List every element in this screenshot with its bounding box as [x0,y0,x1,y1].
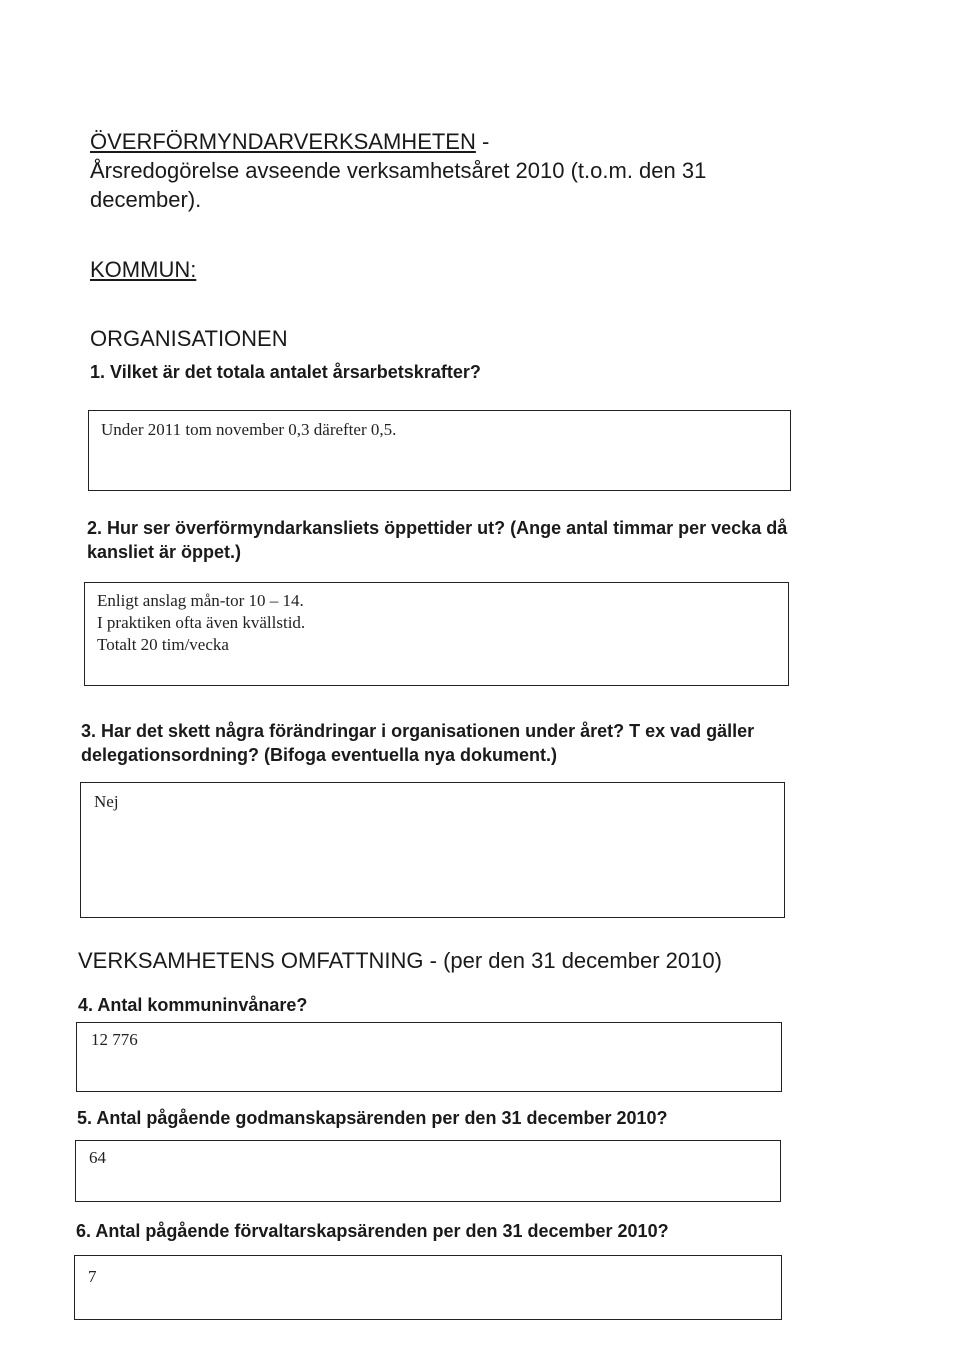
answer-2-line-2: I praktiken ofta även kvällstid. [97,613,306,632]
title-dash: - [475,129,490,154]
answer-2-line-3: Totalt 20 tim/vecka [97,635,229,654]
document-subtitle: Årsredogörelse avseende verksamhetsåret 2010 (t.o.m. den 31 december). [90,158,707,212]
document-title [90,127,790,156]
answer-box-6 [74,1255,782,1320]
question-4: 4. Antal kommuninvånare? [78,995,308,1015]
question-6: 6. Antal pågående förvaltarskapsärenden per den 31 december 2010? [76,1221,669,1241]
answer-1: Under 2011 tom november 0,3 därefter 0,5. [101,420,397,439]
answer-box-4 [76,1022,782,1092]
answer-4: 12 776 [91,1030,138,1049]
kommun-label: KOMMUN: [90,257,197,282]
question-1: 1. Vilket är det totala antalet årsarbetskrafter? [90,362,481,382]
question-2: 2. Hur ser överförmyndarkansliets öppettider ut? (Ange antal timmar per vecka då kansliet är öppet.) [87,518,788,562]
title-main: ÖVERFÖRMYNDARVERKSAMHETEN [90,129,476,154]
answer-3: Nej [94,792,119,811]
section-heading-omfattning: VERKSAMHETENS OMFATTNING - (per den 31 december 2010) [78,948,722,973]
answer-box-5 [75,1140,781,1202]
answer-2-line-1: Enligt anslag mån-tor 10 – 14. [97,591,304,610]
answer-box-2 [84,582,789,686]
question-5: 5. Antal pågående godmanskapsärenden per den 31 december 2010? [77,1108,668,1128]
answer-6: 7 [88,1267,97,1286]
section-heading-organisation: ORGANISATIONEN [90,326,288,351]
question-3: 3. Har det skett några förändringar i organisationen under året? T ex vad gäller delegationsordning? (Bifoga eventuella nya dokument.) [81,721,755,765]
answer-5: 64 [89,1148,106,1167]
answer-box-1 [88,410,791,491]
answer-box-3 [80,782,785,918]
